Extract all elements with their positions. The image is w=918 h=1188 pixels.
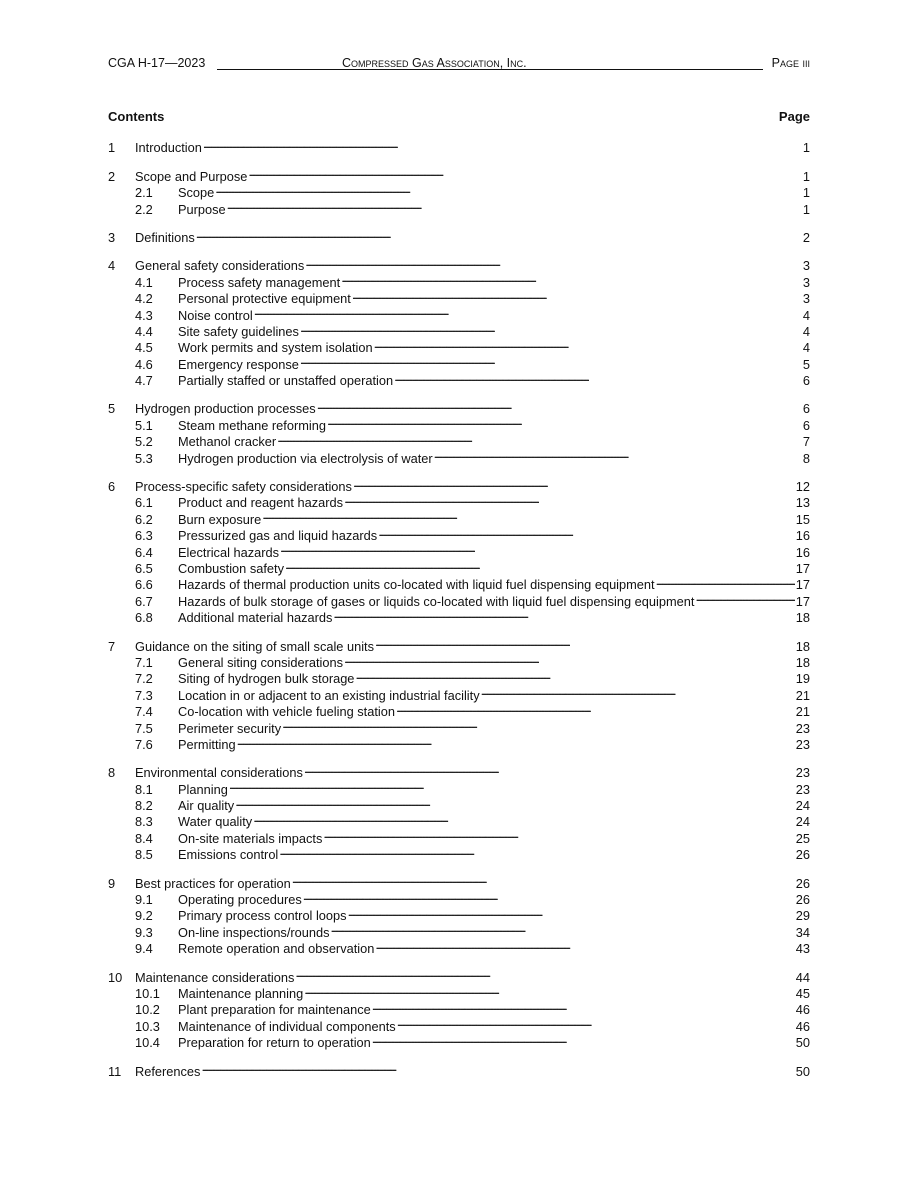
toc-entry-page: 6 bbox=[802, 401, 810, 417]
toc-entry-page: 4 bbox=[802, 340, 810, 356]
toc-entry-page: 16 bbox=[795, 528, 810, 544]
toc-entry-number: 6 bbox=[108, 479, 116, 495]
toc-entry-title: Perimeter security bbox=[178, 720, 282, 736]
toc-entry-page: 3 bbox=[802, 258, 810, 274]
dot-leader bbox=[348, 904, 795, 920]
toc-entry-number: 8.2 bbox=[135, 798, 153, 814]
toc-entry-page: 18 bbox=[795, 610, 810, 626]
toc-entry-number: 11 bbox=[108, 1063, 122, 1079]
toc-entry-title: Remote operation and observation bbox=[178, 941, 375, 957]
contents-heading bbox=[108, 108, 810, 126]
toc-entry-title: Site safety guidelines bbox=[178, 323, 299, 339]
toc-entry-number: 9.1 bbox=[135, 892, 153, 908]
toc-entry-page: 17 bbox=[795, 593, 810, 609]
toc-entry-title: Burn exposure bbox=[178, 511, 262, 527]
toc-entry-title: Introduction bbox=[135, 140, 202, 156]
dot-leader bbox=[295, 965, 794, 981]
toc-entry-page: 23 bbox=[795, 736, 810, 752]
toc-entry-title: Emissions control bbox=[178, 847, 279, 863]
dot-leader bbox=[304, 761, 795, 777]
dot-leader bbox=[333, 606, 794, 622]
dot-leader bbox=[229, 777, 795, 793]
toc-entry-title: Additional material hazards bbox=[178, 610, 333, 626]
dot-leader bbox=[227, 197, 802, 213]
toc-entry-page: 19 bbox=[795, 671, 810, 687]
toc-entry-page: 3 bbox=[802, 291, 810, 307]
toc-entry-number: 4.4 bbox=[135, 323, 153, 339]
toc-entry-title: Electrical hazards bbox=[178, 544, 279, 560]
dot-leader bbox=[344, 651, 795, 667]
toc-entry-number: 6.8 bbox=[135, 610, 153, 626]
toc-entry-page: 7 bbox=[802, 434, 810, 450]
dot-leader bbox=[237, 733, 795, 749]
page-header bbox=[108, 55, 810, 71]
dot-leader bbox=[235, 794, 795, 810]
toc-entry-title: Maintenance considerations bbox=[135, 969, 295, 985]
toc-entry-number: 10.4 bbox=[135, 1035, 160, 1051]
dot-leader bbox=[374, 336, 802, 352]
toc-entry-number: 5.1 bbox=[135, 417, 153, 433]
table-of-contents bbox=[108, 136, 810, 1088]
dot-leader bbox=[303, 888, 795, 904]
toc-entry-number: 6.3 bbox=[135, 528, 153, 544]
toc-entry-number: 6.5 bbox=[135, 560, 153, 576]
toc-entry-title: Siting of hydrogen bulk storage bbox=[178, 671, 355, 687]
document-id: CGA H-17—2023 bbox=[108, 56, 206, 70]
toc-entry-title: Process-specific safety considerations bbox=[135, 479, 352, 495]
dot-leader bbox=[300, 320, 802, 336]
dot-leader bbox=[292, 871, 795, 887]
toc-entry-title: On-line inspections/rounds bbox=[178, 924, 330, 940]
toc-entry-page: 1 bbox=[802, 201, 810, 217]
toc-entry-title: Environmental considerations bbox=[135, 765, 303, 781]
toc-section-group bbox=[108, 397, 810, 466]
dot-leader bbox=[372, 1031, 795, 1047]
dot-leader bbox=[277, 430, 802, 446]
toc-section-group bbox=[108, 634, 810, 752]
toc-entry-title: Best practices for operation bbox=[135, 875, 291, 891]
toc-entry-title: General siting considerations bbox=[178, 654, 344, 670]
toc-entry-number: 10.2 bbox=[135, 1002, 160, 1018]
toc-entry-page: 46 bbox=[795, 1002, 810, 1018]
toc-entry-number: 9.2 bbox=[135, 908, 153, 924]
toc-entry-page: 3 bbox=[802, 274, 810, 290]
dot-leader bbox=[481, 683, 795, 699]
toc-entry-number: 9.4 bbox=[135, 941, 153, 957]
toc-section-group bbox=[108, 475, 810, 626]
dot-leader bbox=[341, 270, 802, 286]
dot-leader bbox=[656, 573, 795, 589]
toc-entry-page: 24 bbox=[795, 798, 810, 814]
toc-entry-number: 9 bbox=[108, 875, 116, 891]
toc-entry-number: 6.6 bbox=[135, 577, 153, 593]
toc-entry-number: 7.5 bbox=[135, 720, 153, 736]
toc-section-group bbox=[108, 164, 810, 217]
toc-section-group bbox=[108, 1059, 810, 1079]
dot-leader bbox=[372, 998, 795, 1014]
toc-entry-page: 12 bbox=[795, 479, 810, 495]
toc-entry-title: Noise control bbox=[178, 307, 253, 323]
toc-section-entry[interactable] bbox=[108, 965, 810, 985]
toc-entry-title: Co-location with vehicle fueling station bbox=[178, 704, 395, 720]
dot-leader bbox=[344, 491, 795, 507]
toc-entry-page: 25 bbox=[795, 830, 810, 846]
toc-entry-page: 50 bbox=[795, 1035, 810, 1051]
toc-entry-page: 23 bbox=[795, 720, 810, 736]
toc-entry-title: General safety considerations bbox=[135, 258, 305, 274]
toc-entry-title: Plant preparation for maintenance bbox=[178, 1002, 371, 1018]
toc-entry-number: 7.1 bbox=[135, 654, 153, 670]
page-column-label: Page bbox=[778, 109, 810, 124]
dot-leader bbox=[331, 920, 795, 936]
toc-entry-title: Scope bbox=[178, 185, 215, 201]
toc-entry-number: 7.2 bbox=[135, 671, 153, 687]
dot-leader bbox=[396, 700, 795, 716]
toc-entry-page: 23 bbox=[795, 765, 810, 781]
toc-entry-page: 6 bbox=[802, 373, 810, 389]
toc-entry-number: 6.1 bbox=[135, 495, 153, 511]
toc-entry-page: 18 bbox=[795, 654, 810, 670]
dot-leader bbox=[280, 540, 795, 556]
toc-entry-page: 26 bbox=[795, 847, 810, 863]
toc-entry-page: 1 bbox=[802, 185, 810, 201]
toc-entry-page: 45 bbox=[795, 985, 810, 1001]
toc-entry-page: 5 bbox=[802, 356, 810, 372]
toc-entry-number: 10 bbox=[108, 969, 123, 985]
dot-leader bbox=[285, 557, 795, 573]
toc-entry-number: 7.4 bbox=[135, 704, 153, 720]
toc-entry-page: 1 bbox=[802, 140, 810, 156]
toc-entry-title: Work permits and system isolation bbox=[178, 340, 373, 356]
dot-leader bbox=[434, 446, 802, 462]
toc-entry-title: Partially staffed or unstaffed operation bbox=[178, 373, 394, 389]
toc-section-entry[interactable] bbox=[108, 1059, 810, 1079]
toc-entry-page: 15 bbox=[795, 511, 810, 527]
dot-leader bbox=[323, 826, 794, 842]
dot-leader bbox=[305, 254, 802, 270]
toc-entry-number: 8.5 bbox=[135, 847, 153, 863]
toc-entry-page: 16 bbox=[795, 544, 810, 560]
toc-entry-page: 17 bbox=[795, 577, 810, 593]
toc-entry-number: 9.3 bbox=[135, 924, 153, 940]
dot-leader bbox=[397, 1014, 795, 1030]
toc-entry-number: 7.6 bbox=[135, 736, 153, 752]
toc-section-group bbox=[108, 226, 810, 245]
toc-entry-number: 10.1 bbox=[135, 985, 160, 1001]
dot-leader bbox=[352, 287, 802, 303]
toc-entry-page: 34 bbox=[795, 924, 810, 940]
toc-entry-title: On-site materials impacts bbox=[178, 830, 323, 846]
toc-entry-number: 4.6 bbox=[135, 356, 153, 372]
toc-entry-title: Product and reagent hazards bbox=[178, 495, 344, 511]
toc-section-entry[interactable] bbox=[108, 761, 810, 781]
toc-entry-title: Process safety management bbox=[178, 274, 341, 290]
toc-section-entry[interactable] bbox=[108, 226, 810, 245]
dot-leader bbox=[695, 589, 794, 605]
toc-section-group bbox=[108, 871, 810, 957]
toc-entry-page: 21 bbox=[795, 687, 810, 703]
toc-entry-number: 5 bbox=[108, 401, 116, 417]
toc-section-group bbox=[108, 254, 810, 389]
toc-entry-page: 50 bbox=[795, 1063, 810, 1079]
toc-section-entry[interactable] bbox=[108, 254, 810, 274]
toc-entry-page: 4 bbox=[802, 307, 810, 323]
dot-leader bbox=[375, 937, 794, 953]
dot-leader bbox=[355, 667, 794, 683]
toc-entry-page: 4 bbox=[802, 323, 810, 339]
toc-section-group bbox=[108, 965, 810, 1051]
dot-leader bbox=[394, 369, 802, 385]
toc-entry-title: Emergency response bbox=[178, 356, 299, 372]
toc-entry-title: References bbox=[135, 1063, 201, 1079]
toc-entry-page: 2 bbox=[802, 229, 810, 245]
toc-entry-title: Air quality bbox=[178, 798, 235, 814]
dot-leader bbox=[254, 303, 802, 319]
toc-entry-title: Maintenance planning bbox=[178, 985, 304, 1001]
toc-entry-title: Planning bbox=[178, 781, 228, 797]
dot-leader bbox=[375, 634, 795, 650]
toc-entry-title: Maintenance of individual components bbox=[178, 1018, 396, 1034]
toc-entry-number: 6.7 bbox=[135, 593, 153, 609]
dot-leader bbox=[317, 397, 802, 413]
organization-name: Compressed Gas Association, Inc. bbox=[342, 56, 527, 70]
toc-entry-number: 3 bbox=[108, 229, 116, 245]
dot-leader bbox=[203, 136, 802, 152]
toc-entry-number: 4.2 bbox=[135, 291, 153, 307]
toc-entry-title: Pressurized gas and liquid hazards bbox=[178, 528, 378, 544]
toc-entry-title: Guidance on the siting of small scale units bbox=[135, 638, 375, 654]
toc-section-entry[interactable] bbox=[108, 475, 810, 495]
toc-entry-number: 2.2 bbox=[135, 201, 153, 217]
toc-entry-page: 44 bbox=[795, 969, 810, 985]
dot-leader bbox=[378, 524, 795, 540]
toc-entry-title: Definitions bbox=[135, 229, 195, 245]
dot-leader bbox=[282, 716, 795, 732]
toc-entry-page: 6 bbox=[802, 417, 810, 433]
dot-leader bbox=[279, 843, 794, 859]
toc-entry-number: 5.3 bbox=[135, 450, 153, 466]
toc-entry-title: Hydrogen production processes bbox=[135, 401, 316, 417]
toc-section-entry[interactable] bbox=[108, 136, 810, 156]
toc-entry-number: 10.3 bbox=[135, 1018, 160, 1034]
dot-leader bbox=[201, 1059, 794, 1075]
toc-entry-title: Location in or adjacent to an existing industrial facility bbox=[178, 687, 480, 703]
toc-entry-number: 4.5 bbox=[135, 340, 153, 356]
toc-entry-title: Purpose bbox=[178, 201, 226, 217]
toc-entry-title: Hazards of bulk storage of gases or liquids co-located with liquid fuel dispensing equipment bbox=[178, 593, 695, 609]
toc-entry-page: 18 bbox=[795, 638, 810, 654]
toc-entry-number: 7 bbox=[108, 638, 116, 654]
dot-leader bbox=[304, 982, 795, 998]
toc-entry-title: Personal protective equipment bbox=[178, 291, 351, 307]
toc-entry-number: 4 bbox=[108, 258, 116, 274]
toc-entry-number: 4.1 bbox=[135, 274, 153, 290]
toc-entry-number: 8.4 bbox=[135, 830, 153, 846]
toc-entry-page: 17 bbox=[795, 560, 810, 576]
toc-entry-number: 2 bbox=[108, 168, 116, 184]
toc-entry-title: Preparation for return to operation bbox=[178, 1035, 371, 1051]
toc-entry-page: 1 bbox=[802, 168, 810, 184]
toc-entry-page: 23 bbox=[795, 781, 810, 797]
toc-entry-page: 26 bbox=[795, 892, 810, 908]
dot-leader bbox=[300, 352, 802, 368]
toc-entry-number: 4.3 bbox=[135, 307, 153, 323]
toc-entry-number: 1 bbox=[108, 140, 116, 156]
toc-entry-number: 6.2 bbox=[135, 511, 153, 527]
toc-entry-page: 13 bbox=[795, 495, 810, 511]
dot-leader bbox=[196, 226, 802, 242]
toc-entry-number: 4.7 bbox=[135, 373, 153, 389]
toc-entry-number: 8.1 bbox=[135, 781, 153, 797]
contents-title: Contents bbox=[108, 109, 165, 124]
toc-section-entry[interactable] bbox=[108, 164, 810, 184]
toc-entry-page: 29 bbox=[795, 908, 810, 924]
toc-entry-number: 5.2 bbox=[135, 434, 153, 450]
page-number: Page iii bbox=[771, 56, 810, 70]
toc-entry-title: Hydrogen production via electrolysis of water bbox=[178, 450, 433, 466]
toc-entry-page: 43 bbox=[795, 941, 810, 957]
toc-entry-page: 8 bbox=[802, 450, 810, 466]
toc-section-entry[interactable] bbox=[108, 871, 810, 891]
toc-entry-title: Methanol cracker bbox=[178, 434, 277, 450]
toc-entry-title: Hazards of thermal production units co-located with liquid fuel dispensing equipment bbox=[178, 577, 655, 593]
toc-entry-title: Permitting bbox=[178, 736, 236, 752]
dot-leader bbox=[253, 810, 795, 826]
dot-leader bbox=[215, 181, 802, 197]
toc-entry-title: Steam methane reforming bbox=[178, 417, 326, 433]
toc-section-entry[interactable] bbox=[108, 634, 810, 654]
toc-entry-title: Scope and Purpose bbox=[135, 168, 248, 184]
toc-entry-title: Primary process control loops bbox=[178, 908, 347, 924]
toc-entry-page: 26 bbox=[795, 875, 810, 891]
toc-entry-page: 21 bbox=[795, 704, 810, 720]
dot-leader bbox=[353, 475, 795, 491]
toc-section-entry[interactable] bbox=[108, 397, 810, 417]
toc-entry-title: Combustion safety bbox=[178, 560, 284, 576]
toc-entry-title: Operating procedures bbox=[178, 892, 302, 908]
toc-entry-number: 8 bbox=[108, 765, 116, 781]
dot-leader bbox=[248, 164, 801, 180]
toc-entry-number: 8.3 bbox=[135, 814, 153, 830]
dot-leader bbox=[262, 507, 795, 523]
toc-entry-page: 46 bbox=[795, 1018, 810, 1034]
toc-entry-title: Water quality bbox=[178, 814, 253, 830]
toc-entry-number: 7.3 bbox=[135, 687, 153, 703]
toc-entry-number: 6.4 bbox=[135, 544, 153, 560]
toc-section-group bbox=[108, 761, 810, 863]
toc-entry-number: 2.1 bbox=[135, 185, 153, 201]
toc-section-group bbox=[108, 136, 810, 156]
toc-entry-page: 24 bbox=[795, 814, 810, 830]
dot-leader bbox=[327, 413, 802, 429]
